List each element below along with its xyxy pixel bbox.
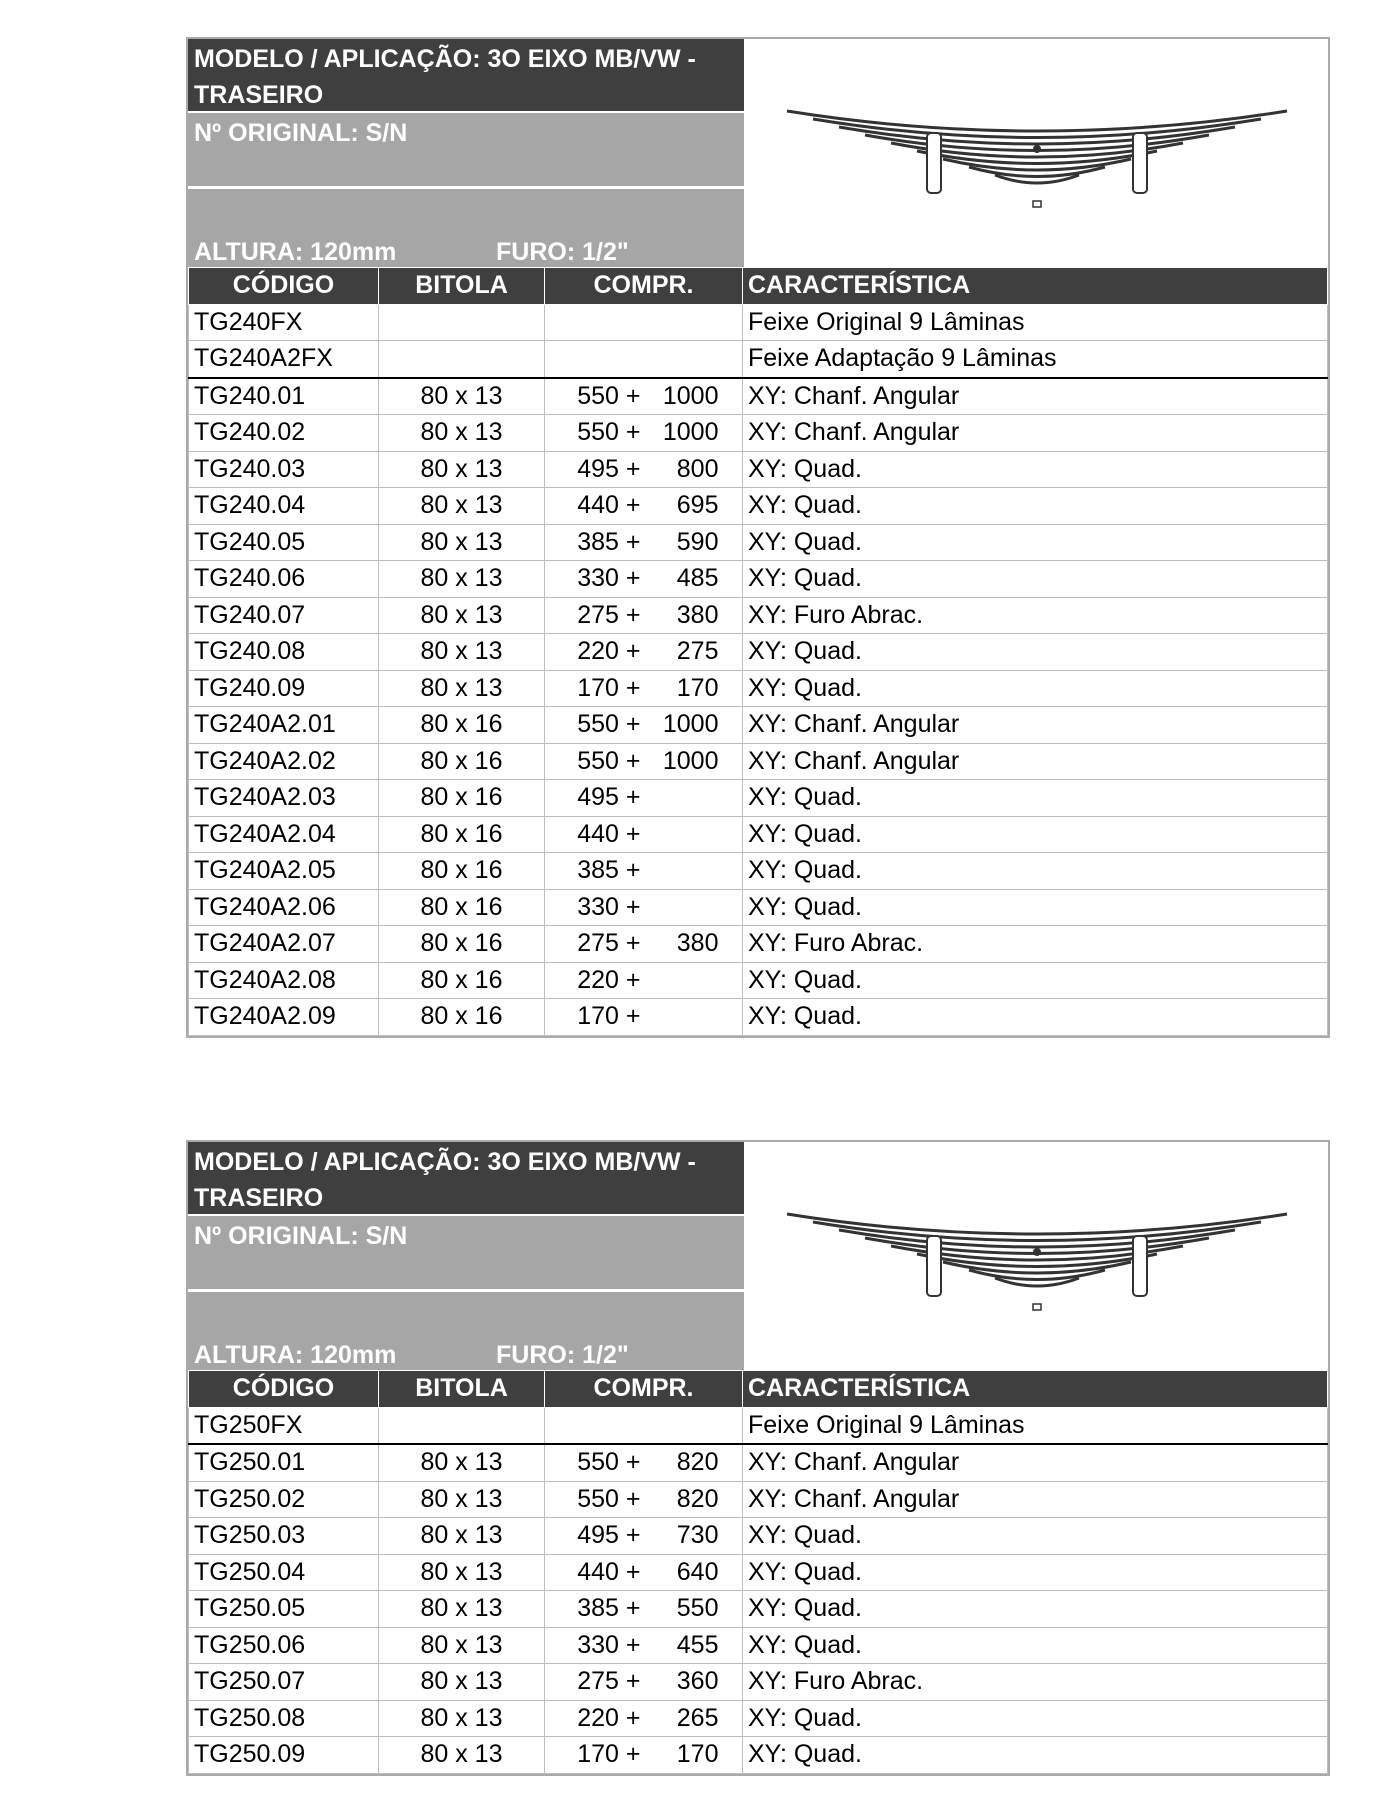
- table-row: [189, 524, 1328, 561]
- part-code: TG240.07: [189, 597, 379, 634]
- table-row: [189, 561, 1328, 598]
- part-code: TG250.04: [189, 1554, 379, 1591]
- part-description: XY: Chanf. Angular: [743, 1444, 1328, 1481]
- length-a: 170 +: [577, 673, 641, 702]
- part-description: Feixe Original 9 Lâminas: [743, 1407, 1328, 1444]
- part-bitola: 80 x 13: [379, 1737, 545, 1774]
- part-bitola: 80 x 13: [379, 1700, 545, 1737]
- part-bitola: 80 x 13: [379, 1554, 545, 1591]
- part-description: XY: Quad.: [743, 1627, 1328, 1664]
- part-description: XY: Quad.: [743, 1518, 1328, 1555]
- table-row: [189, 1444, 1328, 1481]
- part-bitola: 80 x 13: [379, 1481, 545, 1518]
- length-b: 640: [676, 1557, 719, 1586]
- part-description: XY: Quad.: [743, 670, 1328, 707]
- length-a: 330 +: [577, 1630, 641, 1659]
- part-bitola: 80 x 16: [379, 816, 545, 853]
- table-row: [189, 780, 1328, 817]
- part-length: [545, 670, 743, 707]
- part-description: XY: Furo Abrac.: [743, 926, 1328, 963]
- part-bitola: 80 x 13: [379, 597, 545, 634]
- part-description: XY: Chanf. Angular: [743, 743, 1328, 780]
- table-row: [189, 743, 1328, 780]
- table-row: [189, 999, 1328, 1036]
- part-bitola: 80 x 16: [379, 926, 545, 963]
- table-row: [189, 1737, 1328, 1774]
- part-bitola: 80 x 13: [379, 561, 545, 598]
- header-compr: COMPR.: [545, 268, 743, 305]
- part-bitola: 80 x 13: [379, 670, 545, 707]
- empty-cell: [379, 1407, 545, 1444]
- part-length: [545, 1737, 743, 1774]
- empty-cell: [379, 341, 545, 378]
- part-description: XY: Quad.: [743, 853, 1328, 890]
- length-b: 695: [676, 491, 719, 520]
- part-description: XY: Quad.: [743, 999, 1328, 1036]
- length-a: 220 +: [577, 637, 641, 666]
- altura-label: ALTURA: 120mm: [194, 1341, 397, 1369]
- part-length: [545, 1627, 743, 1664]
- part-length: [545, 1554, 743, 1591]
- part-description: XY: Furo Abrac.: [743, 597, 1328, 634]
- empty-cell: [545, 1407, 743, 1444]
- header-codigo: CÓDIGO: [189, 268, 379, 305]
- length-a: 550 +: [577, 710, 641, 739]
- length-b: 1000: [662, 746, 719, 775]
- length-b: 170: [676, 673, 719, 702]
- table-row: [189, 889, 1328, 926]
- part-code: TG240.01: [189, 378, 379, 415]
- table-row: [189, 1481, 1328, 1518]
- length-a: 440 +: [577, 1557, 641, 1586]
- header-codigo: CÓDIGO: [189, 1371, 379, 1408]
- part-length: [545, 378, 743, 415]
- table-row: [189, 853, 1328, 890]
- part-description: XY: Quad.: [743, 1737, 1328, 1774]
- part-length: [545, 1444, 743, 1481]
- part-length: [545, 451, 743, 488]
- part-length: [545, 488, 743, 525]
- leaf-spring-illustration: [777, 93, 1297, 213]
- part-length: [545, 816, 743, 853]
- part-length: [545, 780, 743, 817]
- part-length: [545, 853, 743, 890]
- length-a: 275 +: [577, 929, 641, 958]
- part-bitola: 80 x 13: [379, 634, 545, 671]
- part-code: TG240.05: [189, 524, 379, 561]
- part-bitola: 80 x 16: [379, 962, 545, 999]
- part-code: TG240A2.03: [189, 780, 379, 817]
- table-row: [189, 926, 1328, 963]
- table-row: [189, 816, 1328, 853]
- part-length: [545, 1591, 743, 1628]
- part-bitola: 80 x 16: [379, 853, 545, 890]
- length-a: 495 +: [577, 1521, 641, 1550]
- part-description: XY: Quad.: [743, 561, 1328, 598]
- length-a: 170 +: [577, 1002, 641, 1031]
- part-description: XY: Quad.: [743, 451, 1328, 488]
- table-row: [189, 378, 1328, 415]
- table-row: [189, 707, 1328, 744]
- table-row: [189, 634, 1328, 671]
- part-code: TG240.06: [189, 561, 379, 598]
- table-header-row: [189, 1371, 1328, 1408]
- table-row: [189, 1554, 1328, 1591]
- part-description: XY: Chanf. Angular: [743, 1481, 1328, 1518]
- product-section: [186, 37, 1330, 1038]
- length-a: 440 +: [577, 819, 641, 848]
- part-description: XY: Quad.: [743, 816, 1328, 853]
- part-bitola: 80 x 13: [379, 451, 545, 488]
- length-b: 170: [676, 1740, 719, 1769]
- length-a: 330 +: [577, 892, 641, 921]
- part-code: TG240A2.08: [189, 962, 379, 999]
- length-a: 550 +: [577, 1448, 641, 1477]
- table-row: [189, 1591, 1328, 1628]
- length-b: 380: [676, 600, 719, 629]
- length-b: 455: [676, 1630, 719, 1659]
- part-code: TG250.06: [189, 1627, 379, 1664]
- part-bitola: 80 x 16: [379, 889, 545, 926]
- part-description: XY: Quad.: [743, 524, 1328, 561]
- part-code: TG240.09: [189, 670, 379, 707]
- leaf-spring-illustration: [777, 1196, 1297, 1316]
- part-bitola: 80 x 13: [379, 1444, 545, 1481]
- furo-label: FURO: 1/2": [496, 238, 629, 266]
- parts-table: [188, 1370, 1328, 1774]
- length-b: 1000: [662, 710, 719, 739]
- length-a: 385 +: [577, 1594, 641, 1623]
- header-compr: COMPR.: [545, 1371, 743, 1408]
- length-a: 170 +: [577, 1740, 641, 1769]
- table-row: [189, 488, 1328, 525]
- table-row: [189, 1664, 1328, 1701]
- length-b: 360: [676, 1667, 719, 1696]
- length-a: 275 +: [577, 600, 641, 629]
- part-bitola: 80 x 13: [379, 488, 545, 525]
- part-length: [545, 962, 743, 999]
- length-a: 495 +: [577, 454, 641, 483]
- table-header-row: [189, 268, 1328, 305]
- part-bitola: 80 x 13: [379, 1627, 545, 1664]
- length-b: 820: [676, 1484, 719, 1513]
- section-header: [188, 39, 1328, 267]
- part-code: TG250.09: [189, 1737, 379, 1774]
- part-length: [545, 1481, 743, 1518]
- length-a: 385 +: [577, 856, 641, 885]
- section-header: [188, 1142, 1328, 1370]
- part-length: [545, 743, 743, 780]
- part-code: TG240FX: [189, 304, 379, 341]
- part-description: XY: Chanf. Angular: [743, 707, 1328, 744]
- part-code: TG240A2.01: [189, 707, 379, 744]
- model-application: MODELO / APLICAÇÃO: 3O EIXO MB/VW - TRASEIRO: [188, 39, 744, 113]
- part-bitola: 80 x 13: [379, 1518, 545, 1555]
- header-bitola: BITOLA: [379, 1371, 545, 1408]
- part-code: TG240A2.09: [189, 999, 379, 1036]
- table-row: [189, 597, 1328, 634]
- part-code: TG240A2.05: [189, 853, 379, 890]
- part-code: TG250.05: [189, 1591, 379, 1628]
- table-row: [189, 1518, 1328, 1555]
- empty-cell: [545, 304, 743, 341]
- part-description: XY: Quad.: [743, 1700, 1328, 1737]
- part-code: TG240A2.06: [189, 889, 379, 926]
- part-code: TG250.07: [189, 1664, 379, 1701]
- table-row: [189, 451, 1328, 488]
- part-bitola: 80 x 16: [379, 999, 545, 1036]
- part-length: [545, 707, 743, 744]
- part-length: [545, 1518, 743, 1555]
- length-b: 730: [676, 1521, 719, 1550]
- part-description: XY: Chanf. Angular: [743, 378, 1328, 415]
- part-bitola: 80 x 13: [379, 1591, 545, 1628]
- part-code: TG250.02: [189, 1481, 379, 1518]
- part-bitola: 80 x 13: [379, 524, 545, 561]
- spring-image: [744, 39, 1328, 267]
- part-description: XY: Quad.: [743, 1591, 1328, 1628]
- part-code: TG240A2FX: [189, 341, 379, 378]
- dimensions-row: [188, 189, 744, 267]
- part-length: [545, 999, 743, 1036]
- furo-label: FURO: 1/2": [496, 1341, 629, 1369]
- length-a: 275 +: [577, 1667, 641, 1696]
- part-code: TG250.03: [189, 1518, 379, 1555]
- part-bitola: 80 x 16: [379, 743, 545, 780]
- length-b: 820: [676, 1448, 719, 1477]
- model-application: MODELO / APLICAÇÃO: 3O EIXO MB/VW - TRASEIRO: [188, 1142, 744, 1216]
- table-row: [189, 1627, 1328, 1664]
- length-b: 380: [676, 929, 719, 958]
- empty-cell: [545, 341, 743, 378]
- length-a: 495 +: [577, 783, 641, 812]
- part-description: Feixe Original 9 Lâminas: [743, 304, 1328, 341]
- part-description: XY: Furo Abrac.: [743, 1664, 1328, 1701]
- part-description: XY: Quad.: [743, 1554, 1328, 1591]
- length-b: 590: [676, 527, 719, 556]
- part-length: [545, 1700, 743, 1737]
- part-description: Feixe Adaptação 9 Lâminas: [743, 341, 1328, 378]
- header-bitola: BITOLA: [379, 268, 545, 305]
- part-code: TG240A2.02: [189, 743, 379, 780]
- spring-image: [744, 1142, 1328, 1370]
- part-code: TG250FX: [189, 1407, 379, 1444]
- part-description: XY: Quad.: [743, 780, 1328, 817]
- table-row: [189, 670, 1328, 707]
- original-number: Nº ORIGINAL: S/N: [188, 113, 744, 189]
- header-caracteristica: CARACTERÍSTICA: [743, 1371, 1328, 1408]
- dimensions-row: [188, 1292, 744, 1370]
- part-bitola: 80 x 16: [379, 707, 545, 744]
- part-bitola: 80 x 13: [379, 1664, 545, 1701]
- table-row: [189, 962, 1328, 999]
- length-a: 550 +: [577, 1484, 641, 1513]
- part-bitola: 80 x 13: [379, 415, 545, 452]
- length-a: 220 +: [577, 965, 641, 994]
- part-code: TG240.04: [189, 488, 379, 525]
- part-code: TG250.01: [189, 1444, 379, 1481]
- part-length: [545, 889, 743, 926]
- header-caracteristica: CARACTERÍSTICA: [743, 268, 1328, 305]
- part-length: [545, 926, 743, 963]
- length-b: 1000: [662, 381, 719, 410]
- summary-row: [189, 341, 1328, 378]
- table-row: [189, 415, 1328, 452]
- product-section: [186, 1140, 1330, 1776]
- length-a: 385 +: [577, 527, 641, 556]
- part-code: TG240.08: [189, 634, 379, 671]
- part-length: [545, 1664, 743, 1701]
- part-length: [545, 561, 743, 598]
- length-b: 800: [676, 454, 719, 483]
- altura-label: ALTURA: 120mm: [194, 238, 397, 266]
- length-b: 1000: [662, 418, 719, 447]
- part-length: [545, 524, 743, 561]
- part-description: XY: Quad.: [743, 962, 1328, 999]
- part-length: [545, 597, 743, 634]
- empty-cell: [379, 304, 545, 341]
- table-row: [189, 1700, 1328, 1737]
- parts-table: [188, 267, 1328, 1036]
- length-a: 550 +: [577, 418, 641, 447]
- original-number: Nº ORIGINAL: S/N: [188, 1216, 744, 1292]
- length-b: 485: [676, 564, 719, 593]
- length-a: 330 +: [577, 564, 641, 593]
- length-a: 550 +: [577, 746, 641, 775]
- summary-row: [189, 1407, 1328, 1444]
- part-code: TG250.08: [189, 1700, 379, 1737]
- length-a: 440 +: [577, 491, 641, 520]
- length-b: 275: [676, 637, 719, 666]
- part-code: TG240A2.07: [189, 926, 379, 963]
- part-description: XY: Quad.: [743, 488, 1328, 525]
- part-bitola: 80 x 16: [379, 780, 545, 817]
- part-description: XY: Chanf. Angular: [743, 415, 1328, 452]
- part-description: XY: Quad.: [743, 889, 1328, 926]
- part-code: TG240.03: [189, 451, 379, 488]
- length-a: 220 +: [577, 1703, 641, 1732]
- part-length: [545, 634, 743, 671]
- part-bitola: 80 x 13: [379, 378, 545, 415]
- length-b: 265: [676, 1703, 719, 1732]
- length-b: 550: [676, 1594, 719, 1623]
- summary-row: [189, 304, 1328, 341]
- part-length: [545, 415, 743, 452]
- part-code: TG240.02: [189, 415, 379, 452]
- length-a: 550 +: [577, 381, 641, 410]
- part-description: XY: Quad.: [743, 634, 1328, 671]
- part-code: TG240A2.04: [189, 816, 379, 853]
